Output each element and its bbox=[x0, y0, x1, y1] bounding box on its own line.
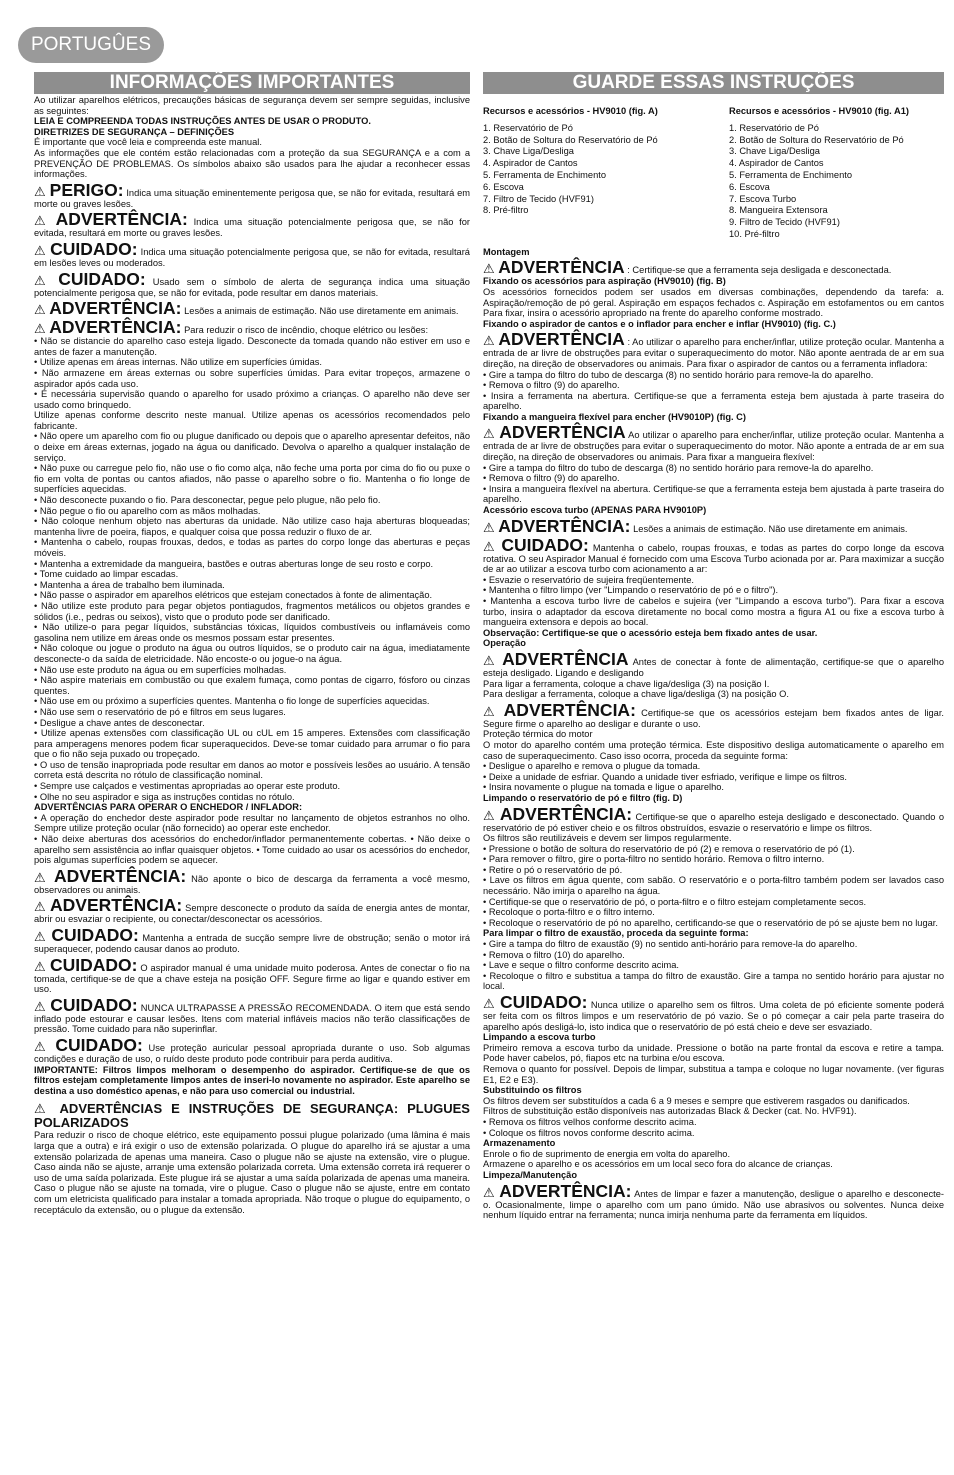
warning-heading: ADVERTÊNCIA: bbox=[49, 298, 182, 319]
paragraph: • Mantenha a extremidade da mangueira, bastões e outras aberturas longe de seu rosto e corpo. bbox=[34, 558, 434, 569]
paragraph: • Mantenha a escova turbo livre de cabelos e sujeira (ver "Limpando a escova turbo"). Para fixar a escova turbo, insira o adaptador da escova diretamente no bocal como mostra a figura A1 ou fixe a escova turbo à mangueira extensora e depois ao bocal. bbox=[483, 596, 944, 628]
warning-text: Usado sem o símbolo de alerta de segurança indica uma situação potencialmente perigosa que, se não for evitada, pode resultar em danos materiais. bbox=[34, 276, 470, 298]
warning-text: Indica uma situação eminentemente perigosa que, se não for evitada, resultará em morte ou graves lesões. bbox=[34, 187, 470, 209]
list-item: 7. Escova Turbo bbox=[729, 193, 797, 204]
paragraph: • Não se distancie do aparelho caso esteja ligado. Desconecte da tomada quando não estiver em uso e antes de fazer a manutenção. bbox=[34, 336, 470, 357]
alert-triangle-icon: ⚠ bbox=[34, 321, 50, 337]
paragraph: • Pressione o botão de soltura do reservatório de pó (2) e remova o reservatório de pó (1). bbox=[483, 843, 855, 854]
paragraph: • Recoloque o porta-filtro e o filtro interno. bbox=[483, 907, 655, 918]
warning-text: Mantenha a entrada de sucção sempre livre de obstrução; senão o motor irá superaquecer, podendo causar danos ao produto. bbox=[34, 933, 470, 954]
warning-heading: CUIDADO: bbox=[50, 238, 138, 259]
right-section-title: GUARDE ESSAS INSTRUÇÕES bbox=[483, 72, 944, 94]
list-item: 1. Reservatório de Pó bbox=[729, 122, 819, 133]
bold-paragraph: Acessório escova turbo (APENAS PARA HV9010P) bbox=[483, 505, 707, 516]
left-content bbox=[34, 95, 470, 1215]
paragraph: Para ligar a ferramenta, coloque a chave liga/desliga (3) na posição I. bbox=[483, 678, 770, 689]
alert-triangle-icon: ⚠ bbox=[483, 519, 499, 535]
paragraph: • Não aspire materiais em combustão ou que exalem fumaça, como pontas de cigarro, fósforo ou cinzas quentes. bbox=[34, 675, 470, 696]
warning-block bbox=[34, 865, 470, 896]
bold-paragraph: Observação: Certifique-se que o acessório esteja bem fixado antes de usar. bbox=[483, 627, 818, 638]
paragraph: • Recoloque o filtro e substitua a tampa do filtro de exaustão. Gire a tampa no sentido horário para ajustar no local. bbox=[483, 970, 944, 992]
list-item: 3. Chave Liga/Desliga bbox=[729, 146, 820, 157]
bold-paragraph: Armazenamento bbox=[483, 1138, 556, 1149]
accessories-list-a bbox=[483, 106, 698, 241]
paragraph: • Remova o filtro (10) do aparelho. bbox=[483, 949, 625, 960]
alert-triangle-icon: ⚠ bbox=[34, 302, 50, 318]
list-item: 1. Reservatório de Pó bbox=[483, 122, 573, 133]
paragraph: O motor do aparelho contém uma proteção térmica. Este dispositivo desliga automaticamente o aparelho em caso de superaquecimento. Caso isso ocorra, proceda da seguinte forma: bbox=[483, 739, 944, 761]
paragraph: Para reduzir o risco de choque elétrico, este equipamento possui plugue polarizado (uma lâmina é mais larga que a outra) e irá exigir o uso de extensão polarizada. O plugue do aparelho irá se ajustar a uma extensão polarizada de apenas uma maneira. Caso o plugue não se ajuste na extensão, vire o plugue. Caso ainda não se ajuste, arranje uma extensão polarizada correta. Uma extensão correta irá requerer o uso de uma saída polarizada. Este plugue irá se ajustar a uma saída polarizada de apenas uma maneira. Caso o plugue não se ajuste na tomada, vire o plugue. Caso o plugue não se ajuste, entre em contato com um eletricista qualificado para instalar a tomada apropriada. Não troque o plugue do equipamento, o receptáculo da extensão, ou o plugue da extensão. bbox=[34, 1130, 470, 1215]
paragraph: • Não use em ou próximo a superfícies quentes. Mantenha o fio longe de superfícies aquecidas. bbox=[34, 696, 430, 707]
paragraph: Filtros de substituição estão disponíveis nas autorizadas Black & Decker (cat. No. HVF91). bbox=[483, 1106, 857, 1117]
warning-text: Antes de limpar e fazer a manutenção, desligue o aparelho e desconecte-o. Ocasionalmente, limpe o aparelho com um pano úmido. Não use abrasivos ou solventes. Nunca deixe nenhum líquido entrar na ferramenta; nunca imirja nenhuma parte da ferramenta em líquidos. bbox=[483, 1188, 944, 1221]
warning-block bbox=[34, 268, 470, 299]
paragraph: • Não desconecte puxando o fio. Para desconectar, pegue pelo plugue, não pelo fio. bbox=[34, 495, 381, 506]
warning-text: Indica uma situação potencialmente perigosa que, se não for evitada, resultará em morte ou graves lesões. bbox=[34, 217, 470, 239]
accessories-list-a1 bbox=[729, 106, 944, 241]
alert-triangle-icon: ⚠ bbox=[483, 333, 499, 349]
warning-text: O aspirador manual é uma unidade muito poderosa. Antes de conectar o fio na tomada, certifique-se de que a chave esteja na posição OFF. Segure firme ao ligar e quando estiver em uso. bbox=[34, 962, 470, 995]
warning-block bbox=[34, 211, 470, 239]
list-item: 4. Aspirador de Cantos bbox=[483, 158, 578, 169]
list-item: 9. Filtro de Tecido (HVF91) bbox=[729, 217, 840, 228]
paragraph: • Não coloque ou jogue o produto na água ou outros líquidos, se o produto cair na água, imediatamente desconecte-o da saída de eletricidade. Não encoste-o ou jogue-o na água. bbox=[34, 643, 470, 664]
warning-heading: ADVERTÊNCIA: bbox=[55, 209, 188, 230]
list-item: 2. Botão de Soltura do Reservatório de Pó bbox=[729, 134, 904, 145]
alert-triangle-icon: ⚠ bbox=[34, 272, 59, 288]
section-heading bbox=[34, 1102, 470, 1130]
list-item: 6. Escova bbox=[729, 181, 770, 192]
bold-paragraph: IMPORTANTE: Filtros limpos melhoram o desempenho do aspirador. Certifique-se de que os filtros estejam completamente limpos antes de inseri-lo novamente no aspirador. Este aparelho se destina a uso doméstico apenas, e não para uso comercial ou industrial. bbox=[34, 1064, 470, 1096]
paragraph: • Não use sem o reservatório de pó e filtros em seus lugares. bbox=[34, 706, 286, 717]
warning-text: Lesões a animais de estimação. Não use diretamente em animais. bbox=[630, 523, 908, 534]
warning-heading: ADVERTÊNCIA: bbox=[49, 317, 182, 338]
bold-paragraph: Limpando a escova turbo bbox=[483, 1032, 596, 1043]
accessories-lists bbox=[483, 106, 944, 241]
paragraph: • Não puxe ou carregue pelo fio, não use o fio como alça, não feche uma porta por cima do fio ou puxe o fio em volta de pontas ou cantos afiados, não passe o aparelho sobre o fio. Mantenha o fio longe de superfícies aquecidas. bbox=[34, 463, 470, 495]
warning-text: Use proteção auricular pessoal apropriada durante o uso. Sob algumas condições e duração de uso, o ruído deste produto pode contribuir para perda auditiva. bbox=[34, 1042, 470, 1064]
warning-block bbox=[483, 515, 944, 536]
warning-text: NUNCA ULTRAPASSE A PRESSÃO RECOMENDADA. O item que está sendo inflado pode estourar e causar lesões. Itens com material infláveis macios não terão classificações de pressão. Tome cuidado para não superinflar. bbox=[34, 1002, 470, 1035]
warning-block bbox=[483, 648, 944, 679]
left-section-title: INFORMAÇÕES IMPORTANTES bbox=[34, 72, 470, 94]
warning-text: Mantenha o cabelo, roupas frouxas, e todas as partes do corpo longe da escova rotativa. O seu Aspirador Manual é fornecido com uma Escova Turbo acionada por ar. Para maximizar a sucção de ar ao utilizar a escova turbo com acionamento a ar: bbox=[483, 542, 944, 575]
paragraph: • Remova o filtro (9) do aparelho. bbox=[483, 473, 620, 484]
paragraph: • Desligue a chave antes de desconectar. bbox=[34, 717, 205, 728]
paragraph: • Olhe no seu aspirador e siga as instruções contidas no rótulo. bbox=[34, 791, 295, 802]
alert-triangle-icon: ⚠ bbox=[34, 1038, 56, 1054]
paragraph: • Gire a tampa do filtro do tubo de descarga (8) no sentido horário para remove-la do aparelho. bbox=[483, 369, 874, 380]
warning-heading: CUIDADO: bbox=[49, 954, 138, 975]
warning-text: Ao utilizar o aparelho para encher/inflar, utilize proteção ocular. Mantenha a entrada de ar livre de obstruções para evitar o superaquecimento do motor. Não aponte a entrada de ar em sua direção, na direção de observadores ou animais. Para fixar a mangueira flexível: bbox=[483, 430, 944, 463]
warning-text: Não aponte o bico de descarga da ferramenta a você mesmo, observadores ou animais. bbox=[34, 873, 470, 895]
warning-block bbox=[483, 259, 944, 276]
warning-text: Nunca utilize o aparelho sem os filtros. Uma coleta de pó eficiente somente poderá ser feita com os filtros limpos e um reservatório de pó vazio. Se o pó começar a cair pela parte traseira do aparelho após desligá-lo, isto indica que o reservatório de pó está cheio e deve ser esvaziado. bbox=[483, 1000, 944, 1032]
warning-text: Certifique-se que os acessórios estejam bem fixados antes de ligar. Segure firme o aparelho ao desligar e durante o uso. bbox=[483, 707, 944, 729]
warning-text: Certifique-se que o aparelho esteja desligado e desconectado. Quando o reservatório de pó estiver cheio e os filtros obstruídos, esvazie o reservatório e limpe os filtros. bbox=[483, 811, 944, 833]
paragraph: • Insira a mangueira flexível na abertura. Certifique-se que a ferramenta esteja bem ajustada à parte traseira do aparelho. bbox=[483, 483, 944, 505]
paragraph: Os filtros devem ser substituídos a cada 6 a 9 meses e sempre que estiverem rasgados ou danificados. bbox=[483, 1095, 910, 1106]
warning-block bbox=[483, 699, 944, 730]
warning-block bbox=[483, 331, 944, 369]
list-item: 3. Chave Liga/Desliga bbox=[483, 146, 574, 157]
list-item: 10. Pré-filtro bbox=[729, 228, 780, 239]
warning-block bbox=[34, 179, 470, 210]
paragraph: • A operação do enchedor deste aspirador pode resultar no lançamento de objetos estranhos no olho. Sempre utilize proteção ocular (não fornecido) ao operar este enchedor. bbox=[34, 812, 470, 834]
alert-triangle-icon: ⚠ bbox=[34, 1101, 60, 1117]
paragraph: Para desligar a ferramenta, coloque a chave liga/desliga (3) na posição O. bbox=[483, 689, 789, 700]
warning-text: Indica uma situação potencialmente perigosa que, se não for evitada, resultará em lesões leves ou moderados. bbox=[34, 246, 470, 268]
warning-heading: CUIDADO: bbox=[55, 1034, 143, 1055]
paragraph: • Retire o pó o reservatório de pó. bbox=[483, 864, 623, 875]
paragraph: • O uso de tensão inapropriada pode resultar em danos ao motor e possíveis lesões ao usuário. A tensão correta está descrita no rótulo de classificação nominal. bbox=[34, 759, 470, 781]
paragraph: • Não passe o aspirador em aparelhos elétricos que estejam conectados à fonte de alimentação. bbox=[34, 590, 433, 601]
alert-triangle-icon: ⚠ bbox=[34, 242, 51, 258]
paragraph: • Não opere um aparelho com fio ou plugue danificado ou depois que o aparelho apresentar defeitos, não o deixe em áreas externas, jogado na água ou danificado. Devolva o aparelho a qualquer instalação de serviço. bbox=[34, 431, 470, 463]
bold-paragraph: DIRETRIZES DE SEGURANÇA – DEFINIÇÕES bbox=[34, 126, 235, 137]
paragraph: • Não utilize este produto para pegar objetos pontiagudos, fragmentos metálicos ou objetos grandes e sólidos (i.e., pedras ou seixos), visto que o produto pode ser danificado. bbox=[34, 600, 470, 622]
warning-block bbox=[34, 319, 470, 336]
paragraph: • Não pegue o fio ou aparelho com as mãos molhadas. bbox=[34, 505, 261, 516]
warning-heading: ADVERTÊNCIA bbox=[498, 329, 625, 350]
section-heading-text: ADVERTÊNCIAS E INSTRUÇÕES DE SEGURANÇA: PLUGUES POLARIZADOS bbox=[34, 1101, 470, 1131]
warning-heading: CUIDADO: bbox=[51, 925, 139, 945]
list-item: 2. Botão de Soltura do Reservatório de Pó bbox=[483, 134, 658, 145]
bold-paragraph: Fixando a mangueira flexível para encher (HV9010P) (fig. C) bbox=[483, 411, 746, 422]
paragraph: • Insira novamente o plugue na tomada e ligue o aparelho. bbox=[483, 782, 725, 793]
bold-paragraph: Para limpar o filtro de exaustão, proceda da seguinte forma: bbox=[483, 928, 749, 939]
right-column bbox=[483, 72, 944, 1221]
paragraph: Utilize apenas conforme descrito neste manual. Utilize apenas os acessórios recomendados pelo fabricante. bbox=[34, 410, 470, 431]
alert-triangle-icon: ⚠ bbox=[34, 958, 50, 974]
warning-block bbox=[483, 424, 944, 462]
paragraph: Proteção térmica do motor bbox=[483, 729, 593, 740]
paragraph: Primeiro remova a escova turbo da unidade. Pressione o botão na parte frontal da escova e retire a tampa. Pode haver cabelos, pó, fiapos etc na turbina e/ou escova. bbox=[483, 1042, 944, 1064]
paragraph: • Tome cuidado ao limpar escadas. bbox=[34, 569, 179, 580]
paragraph: • Mantenha o filtro limpo (ver "Limpando o reservatório de pó e o filtro"). bbox=[483, 585, 779, 596]
paragraph: • Insira a ferramenta na abertura. Certifique-se que a ferramenta esteja bem ajustada à parte traseira do aparelho. bbox=[483, 390, 944, 412]
paragraph: • Remova o filtro (9) do aparelho. bbox=[483, 380, 620, 391]
alert-triangle-icon: ⚠ bbox=[34, 899, 50, 915]
alert-triangle-icon: ⚠ bbox=[34, 869, 54, 885]
paragraph: • É necessária supervisão quando o aparelho for usado próximo a crianças. O aparelho não deve ser usado como brinquedo. bbox=[34, 389, 470, 410]
paragraph: É importante que você leia e compreenda este manual. bbox=[34, 137, 262, 148]
paragraph: • Utilize apenas extensões com classificação UL ou cUL em 15 amperes. Extensões com classificação para amperagens menores podem ficar superaquecidos. Deve-se tomar cuidado para arrumar o fio para que o fio não seja puxado ou tropeçado. bbox=[34, 728, 470, 760]
paragraph: • Lave os filtros em água quente, com sabão. O reservatório e o porta-filtro também podem ser lavados caso necessário. Não imirja o aparelho na água. bbox=[483, 875, 944, 897]
list-item: 8. Pré-filtro bbox=[483, 205, 529, 216]
bold-paragraph: Fixando os acessórios para aspiração (HV9010) (fig. B) bbox=[483, 276, 726, 287]
alert-triangle-icon: ⚠ bbox=[483, 261, 499, 277]
warning-block bbox=[34, 994, 470, 1035]
paragraph: • Não deixe aberturas dos acessórios do enchedor/inflador permanentemente cobertas. • Não deixe o aparelho sem assistência ao inflar quaisquer objetos. • Tome cuidado ao usar os acessórios do enchedor, pois algumas superfícies podem se aquecer. bbox=[34, 834, 470, 866]
warning-block bbox=[34, 300, 470, 317]
alert-triangle-icon: ⚠ bbox=[483, 652, 503, 668]
warning-heading: CUIDADO: bbox=[499, 992, 588, 1013]
warning-heading: ADVERTÊNCIA: bbox=[50, 895, 183, 916]
warning-block bbox=[34, 897, 470, 925]
warning-block bbox=[34, 954, 470, 995]
warning-block bbox=[34, 1034, 470, 1065]
bold-paragraph: Fixando o aspirador de cantos e o inflador para encher e inflar (HV9010) (fig. C.) bbox=[483, 318, 836, 329]
accessories-header-a: Recursos e acessórios - HV9010 (fig. A) bbox=[483, 106, 658, 116]
alert-triangle-icon: ⚠ bbox=[483, 807, 500, 823]
alert-triangle-icon: ⚠ bbox=[34, 213, 56, 229]
paragraph: • Sempre use calçados e vestimentas apropriadas ao operar este produto. bbox=[34, 781, 341, 792]
bold-paragraph: Substituindo os filtros bbox=[483, 1085, 582, 1096]
warning-heading: ADVERTÊNCIA: bbox=[499, 803, 633, 824]
paragraph: • Gire a tampa do filtro de exaustão (9) no sentido anti-horário para remove-la do aparelho. bbox=[483, 939, 858, 950]
warning-block bbox=[483, 994, 944, 1032]
bold-paragraph: Operação bbox=[483, 638, 526, 649]
warning-text: : Ao utilizar o aparelho para encher/inflar, utilize proteção ocular. Mantenha a entrada de ar livre de obstruções para evitar o superaquecimento do motor. Não aponte aentrada de ar em sua direção, na direção de observadores ou animais. Para fixar o aspirador de cantos ou a ferramenta infladora: bbox=[483, 337, 944, 369]
alert-triangle-icon: ⚠ bbox=[483, 703, 504, 719]
warning-heading: CUIDADO: bbox=[501, 534, 589, 555]
paragraph: • Para remover o filtro, gire o porta-filtro no sentido horário. Remova o filtro interno. bbox=[483, 854, 825, 865]
paragraph: • Não utilize-o para pegar líquidos, substâncias tóxicas, líquidos combustíveis ou inflamáveis como gasolina nem utilize em áreas onde os mesmos possam estar presentes. bbox=[34, 622, 470, 643]
warning-text: Antes de conectar à fonte de alimentação, certifique-se que o aparelho esteja desligado. Ligando e desligando bbox=[483, 656, 944, 678]
language-tab: PORTUGÛES bbox=[18, 27, 164, 63]
paragraph: • Utilize apenas em áreas internas. Não utilize em superfícies úmidas. bbox=[34, 357, 322, 368]
alert-triangle-icon: ⚠ bbox=[34, 998, 51, 1014]
warning-heading: CUIDADO: bbox=[58, 268, 146, 289]
warning-block bbox=[483, 803, 944, 834]
paragraph: • Não use este produto na água ou em superfícies molhadas. bbox=[34, 664, 287, 675]
paragraph: • Esvazie o reservatório de sujeira freqüentemente. bbox=[483, 574, 694, 585]
paragraph: • Deixe a unidade de esfriar. Quando a unidade tiver esfriado, verifique e limpe os filtros. bbox=[483, 771, 847, 782]
list-item: 5. Ferramenta de Enchimento bbox=[483, 169, 606, 180]
right-content bbox=[483, 247, 944, 1221]
paragraph: Os filtros são reutilizáveis e devem ser limpos regularmente. bbox=[483, 833, 732, 844]
warning-heading: ADVERTÊNCIA: bbox=[503, 699, 636, 720]
list-item: 7. Filtro de Tecido (HVF91) bbox=[483, 193, 594, 204]
paragraph: As informações que ele contém estão relacionadas com a proteção da sua SEGURANÇA e a com a PREVENÇÃO DE PROBLEMAS. Os símbolos abaixo são usados para lhe ajudar a reconhecer essas informações. bbox=[34, 147, 470, 180]
paragraph: Remova o quanto for possível. Depois de limpar, substitua a tampa e coloque no lugar novamente. (ver figuras E1, E2 e E3). bbox=[483, 1063, 944, 1085]
warning-text: : Certifique-se que a ferramenta seja desligada e desconectada. bbox=[624, 265, 892, 276]
paragraph: • Remova os filtros velhos conforme descrito acima. bbox=[483, 1116, 697, 1127]
list-item: 6. Escova bbox=[483, 181, 524, 192]
warning-text: Para reduzir o risco de incêndio, choque elétrico ou lesões: bbox=[181, 325, 429, 336]
warning-block bbox=[34, 238, 470, 269]
alert-triangle-icon: ⚠ bbox=[34, 929, 52, 944]
warning-heading: ADVERTÊNCIA: bbox=[499, 1180, 632, 1201]
alert-triangle-icon: ⚠ bbox=[483, 1184, 500, 1200]
paragraph: • Mantenha a área de trabalho bem iluminada. bbox=[34, 579, 225, 590]
paragraph: • Não armazene em áreas externas ou sobre superfícies úmidas. Para evitar tropeços, armazene o aspirador após cada uso. bbox=[34, 367, 470, 389]
paragraph: • Mantenha o cabelo, roupas frouxas, dedos, e todas as partes do corpo longe das aberturas e peças móveis. bbox=[34, 537, 470, 558]
paragraph: Enrole o fio de suprimento de energia em volta do aparelho. bbox=[483, 1148, 731, 1159]
bold-paragraph: LEIA E COMPREENDA TODAS INSTRUÇÕES ANTES DE USAR O PRODUTO. bbox=[34, 116, 371, 127]
paragraph: • Gire a tampa do filtro do tubo de descarga (8) no sentido horário para remove-la do aparelho. bbox=[483, 462, 874, 473]
alert-triangle-icon: ⚠ bbox=[483, 538, 502, 554]
warning-heading: ADVERTÊNCIA: bbox=[498, 515, 631, 536]
left-column bbox=[34, 72, 470, 1215]
warning-heading: ADVERTÊNCIA bbox=[502, 648, 629, 669]
paragraph: Os acessórios fornecidos podem ser usados em diversas combinações, dependendo da tarefa: a. Aspiração/remoção de pó geral. Aspiração em espaços fechados c. Aspiração em estofamentos ou em cantos Para fixar, insira o acessório apropriado na frente do aparelho conforme mostrado. bbox=[483, 286, 944, 319]
warning-heading: PERIGO: bbox=[49, 179, 124, 200]
paragraph: • Desligue o aparelho e remova o plugue da tomada. bbox=[483, 761, 701, 772]
warning-text: Sempre desconecte o produto da saída de energia antes de montar, abrir ou esvaziar o recipiente, ou conectar/desconectar os acessórios. bbox=[34, 903, 470, 925]
paragraph: • Lave e seque o filtro conforme descrito acima. bbox=[483, 960, 680, 971]
warning-text: Lesões a animais de estimação. Não use diretamente em animais. bbox=[181, 306, 459, 317]
list-item: 5. Ferramenta de Enchimento bbox=[729, 169, 852, 180]
alert-triangle-icon: ⚠ bbox=[483, 996, 500, 1012]
paragraph: • Coloque os filtros novos conforme descrito acima. bbox=[483, 1127, 695, 1138]
warning-heading: CUIDADO: bbox=[50, 994, 138, 1015]
warning-heading: ADVERTÊNCIA: bbox=[53, 865, 187, 886]
bold-paragraph: Limpando o reservatório de pó e filtro (fig. D) bbox=[483, 792, 683, 803]
list-item: 4. Aspirador de Cantos bbox=[729, 158, 824, 169]
warning-heading: ADVERTÊNCIA bbox=[498, 257, 625, 278]
warning-heading: ADVERTÊNCIA bbox=[499, 422, 626, 443]
accessories-header-a1: Recursos e acessórios - HV9010 (fig. A1) bbox=[729, 106, 909, 116]
bold-paragraph: Limpeza/Manutenção bbox=[483, 1169, 578, 1180]
warning-block bbox=[34, 927, 470, 955]
paragraph: Ao utilizar aparelhos elétricos, precauções básicas de segurança devem ser sempre seguidas, inclusive as seguintes: bbox=[34, 95, 470, 116]
alert-triangle-icon: ⚠ bbox=[34, 183, 50, 199]
paragraph: • Certifique-se que o reservatório de pó, o porta-filtro e o filtro estejam completamente secos. bbox=[483, 896, 867, 907]
list-item: 8. Mangueira Extensora bbox=[729, 205, 828, 216]
warning-block bbox=[483, 1180, 944, 1221]
warning-block bbox=[483, 534, 944, 575]
paragraph: • Não coloque nenhum objeto nas aberturas da unidade. Não utilize caso haja aberturas bloqueadas; mantenha livre de poeira, fiapos, e qualquer coisa que possa reduzir o fluxo de ar. bbox=[34, 516, 470, 537]
alert-triangle-icon: ⚠ bbox=[483, 426, 500, 442]
bold-paragraph: Montagem bbox=[483, 246, 530, 257]
bold-paragraph: ADVERTÊNCIAS PARA OPERAR O ENCHEDOR / INFLADOR: bbox=[34, 802, 303, 813]
paragraph: • Recoloque o reservatório de pó no aparelho, certificando-se que o reservatório de pó se ajuste bem no lugar. bbox=[483, 917, 938, 928]
paragraph: Armazene o aparelho e os acessórios em um local seco fora do alcance de crianças. bbox=[483, 1159, 833, 1170]
